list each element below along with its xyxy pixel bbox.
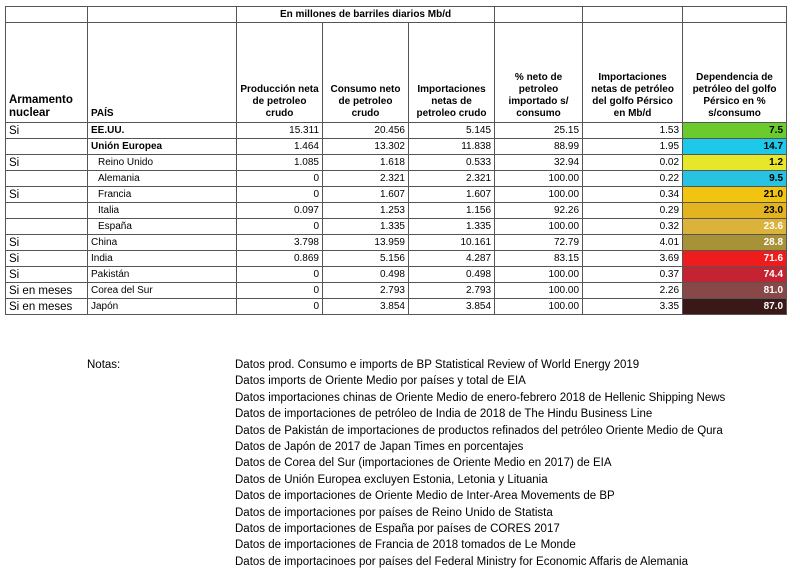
country-cell: EE.UU.	[88, 123, 237, 139]
consumption-cell: 1.335	[323, 219, 409, 235]
gulf-imports-cell: 0.32	[583, 219, 683, 235]
gulf-dependency-cell: 28.8	[683, 235, 787, 251]
import-percent-cell: 83.15	[495, 251, 583, 267]
imports-cell: 1.335	[409, 219, 495, 235]
header-gulf-imports: Importaciones netas de petróleo del golfo Pérsico en Mb/d	[583, 23, 683, 123]
nuclear-cell: Si	[6, 235, 88, 251]
consumption-cell: 0.498	[323, 267, 409, 283]
nuclear-cell	[6, 139, 88, 155]
note-item: Datos de importacinoes por países del Federal Ministry for Economic Affaris de Alemania	[235, 555, 688, 568]
header-production: Producción neta de petroleo crudo	[237, 23, 323, 123]
header-imports: Importaciones netas de petroleo crudo	[409, 23, 495, 123]
header-import-percent: % neto de petroleo importado s/ consumo	[495, 23, 583, 123]
import-percent-cell: 32.94	[495, 155, 583, 171]
gulf-dependency-cell: 74.4	[683, 267, 787, 283]
country-cell: Alemania	[88, 171, 237, 187]
imports-cell: 0.533	[409, 155, 495, 171]
import-percent-cell: 25.15	[495, 123, 583, 139]
caption-blank-cell	[583, 7, 683, 23]
nuclear-cell	[6, 219, 88, 235]
gulf-imports-cell: 3.35	[583, 299, 683, 315]
import-percent-cell: 100.00	[495, 171, 583, 187]
imports-cell: 1.607	[409, 187, 495, 203]
gulf-imports-cell: 0.34	[583, 187, 683, 203]
consumption-cell: 2.321	[323, 171, 409, 187]
country-cell: Japón	[88, 299, 237, 315]
table-row	[6, 251, 787, 267]
country-cell: Francia	[88, 187, 237, 203]
country-cell: Pakistán	[88, 267, 237, 283]
import-percent-cell: 100.00	[495, 267, 583, 283]
production-cell: 15.311	[237, 123, 323, 139]
nuclear-cell: Si en meses	[6, 299, 88, 315]
production-cell: 0.869	[237, 251, 323, 267]
note-item: Datos imports de Oriente Medio por países y total de EIA	[235, 375, 526, 388]
gulf-imports-cell: 0.02	[583, 155, 683, 171]
gulf-imports-cell: 0.29	[583, 203, 683, 219]
gulf-dependency-cell: 21.0	[683, 187, 787, 203]
gulf-dependency-cell: 7.5	[683, 123, 787, 139]
note-item: Datos de Unión Europea excluyen Estonia, Letonia y Lituania	[235, 473, 548, 486]
note-item: Datos importaciones chinas de Oriente Medio de enero-febrero 2018 de Hellenic Shipping News	[235, 391, 726, 404]
gulf-imports-cell: 1.53	[583, 123, 683, 139]
production-cell: 0	[237, 267, 323, 283]
production-cell: 0	[237, 171, 323, 187]
nuclear-cell	[6, 171, 88, 187]
country-cell: España	[88, 219, 237, 235]
import-percent-cell: 88.99	[495, 139, 583, 155]
production-cell: 0	[237, 219, 323, 235]
table-row	[6, 123, 787, 139]
note-item: Datos prod. Consumo e imports de BP Statistical Review of World Energy 2019	[235, 359, 640, 371]
country-cell: Italia	[88, 203, 237, 219]
consumption-cell: 1.607	[323, 187, 409, 203]
consumption-cell: 20.456	[323, 123, 409, 139]
header-country: PAÍS	[88, 23, 237, 123]
nuclear-cell: Si	[6, 123, 88, 139]
nuclear-cell: Si en meses	[6, 283, 88, 299]
note-item: Datos de importaciones de Oriente Medio de Inter-Area Movements de BP	[235, 490, 615, 503]
gulf-dependency-cell: 87.0	[683, 299, 787, 315]
gulf-imports-cell: 0.22	[583, 171, 683, 187]
gulf-dependency-cell: 23.0	[683, 203, 787, 219]
table-row	[6, 139, 787, 155]
consumption-cell: 1.618	[323, 155, 409, 171]
gulf-dependency-cell: 9.5	[683, 171, 787, 187]
imports-cell: 5.145	[409, 123, 495, 139]
imports-cell: 2.321	[409, 171, 495, 187]
gulf-imports-cell: 0.37	[583, 267, 683, 283]
import-percent-cell: 92.26	[495, 203, 583, 219]
imports-cell: 4.287	[409, 251, 495, 267]
table-row	[6, 187, 787, 203]
production-cell: 0	[237, 299, 323, 315]
gulf-dependency-cell: 71.6	[683, 251, 787, 267]
production-cell: 0	[237, 283, 323, 299]
units-caption: En millones de barriles diarios Mb/d	[237, 7, 495, 23]
oil-dependency-table	[5, 6, 787, 315]
country-cell: India	[88, 251, 237, 267]
header-row	[6, 23, 787, 123]
imports-cell: 0.498	[409, 267, 495, 283]
import-percent-cell: 100.00	[495, 187, 583, 203]
note-item: Datos de Japón de 2017 de Japan Times en porcentajes	[235, 441, 524, 454]
consumption-cell: 5.156	[323, 251, 409, 267]
table-row	[6, 155, 787, 171]
table-row	[6, 219, 787, 235]
imports-cell: 10.161	[409, 235, 495, 251]
nuclear-cell: Si	[6, 267, 88, 283]
consumption-cell: 3.854	[323, 299, 409, 315]
table-row	[6, 267, 787, 283]
note-item: Datos de importaciones por países de Reino Unido de Statista	[235, 506, 553, 519]
imports-cell: 2.793	[409, 283, 495, 299]
nuclear-cell	[6, 203, 88, 219]
consumption-cell: 13.302	[323, 139, 409, 155]
caption-blank-cell	[495, 7, 583, 23]
caption-blank-cell	[6, 7, 88, 23]
production-cell: 0.097	[237, 203, 323, 219]
nuclear-cell: Si	[6, 155, 88, 171]
production-cell: 0	[237, 187, 323, 203]
note-item: Datos de Pakistán de importaciones de productos refinados del petróleo Oriente Medio de Qura	[235, 424, 723, 437]
table-row	[6, 235, 787, 251]
header-nuclear: Armamento nuclear	[6, 23, 88, 123]
table-row	[6, 203, 787, 219]
gulf-dependency-cell: 81.0	[683, 283, 787, 299]
note-item: Datos de Corea del Sur (importaciones de Oriente Medio en 2017) de EIA	[235, 457, 612, 470]
country-cell: China	[88, 235, 237, 251]
consumption-cell: 2.793	[323, 283, 409, 299]
production-cell: 3.798	[237, 235, 323, 251]
header-consumption: Consumo neto de petroleo crudo	[323, 23, 409, 123]
gulf-imports-cell: 4.01	[583, 235, 683, 251]
imports-cell: 3.854	[409, 299, 495, 315]
gulf-dependency-cell: 14.7	[683, 139, 787, 155]
import-percent-cell: 100.00	[495, 299, 583, 315]
imports-cell: 11.838	[409, 139, 495, 155]
note-item: Datos de importaciones de Francia de 2018 tomados de Le Monde	[235, 539, 576, 552]
consumption-cell: 13.959	[323, 235, 409, 251]
import-percent-cell: 100.00	[495, 283, 583, 299]
table-body	[6, 123, 787, 315]
note-item: Datos de importaciones de España por países de CORES 2017	[235, 523, 560, 536]
nuclear-cell: Si	[6, 187, 88, 203]
country-cell: Corea del Sur	[88, 283, 237, 299]
gulf-dependency-cell: 1.2	[683, 155, 787, 171]
note-item: Datos de importaciones de petróleo de India de 2018 de The Hindu Business Line	[235, 408, 653, 421]
country-cell: Unión Europea	[88, 139, 237, 155]
notes-list	[235, 357, 795, 570]
imports-cell: 1.156	[409, 203, 495, 219]
production-cell: 1.085	[237, 155, 323, 171]
nuclear-cell: Si	[6, 251, 88, 267]
consumption-cell: 1.253	[323, 203, 409, 219]
import-percent-cell: 100.00	[495, 219, 583, 235]
caption-row	[6, 7, 787, 23]
gulf-imports-cell: 3.69	[583, 251, 683, 267]
table-row	[6, 171, 787, 187]
gulf-imports-cell: 1.95	[583, 139, 683, 155]
gulf-imports-cell: 2.26	[583, 283, 683, 299]
caption-blank-cell	[683, 7, 787, 23]
table-row	[6, 299, 787, 315]
notes-label: Notas:	[87, 359, 121, 371]
header-gulf-dependency: Dependencia de petróleo del golfo Pérsico en % s/consumo	[683, 23, 787, 123]
gulf-dependency-cell: 23.6	[683, 219, 787, 235]
production-cell: 1.464	[237, 139, 323, 155]
caption-blank-cell	[88, 7, 237, 23]
import-percent-cell: 72.79	[495, 235, 583, 251]
country-cell: Reino Unido	[88, 155, 237, 171]
table-row	[6, 283, 787, 299]
